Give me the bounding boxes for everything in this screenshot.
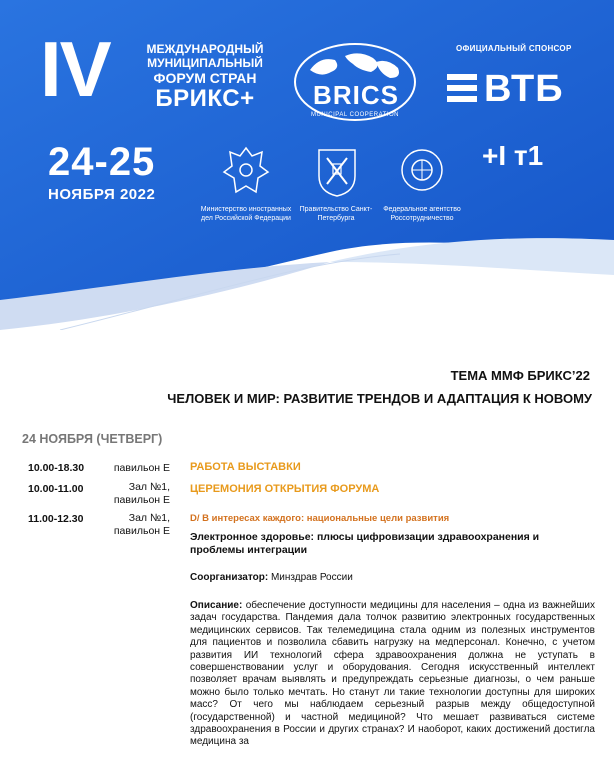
theme-title: ТЕМА ММФ БРИКС’22 [450, 368, 590, 383]
org-spb: Правительство Санкт-Петербурга [299, 206, 373, 222]
schedule-event: ЦЕРЕМОНИЯ ОТКРЫТИЯ ФОРУМА [190, 483, 380, 495]
russia-emblem-icon [222, 142, 270, 198]
brics-logo-sub: MUNICIPAL COOPERATION [310, 112, 400, 118]
coorg-value: Минздрав России [270, 572, 353, 583]
rossotrudnichestvo-icon [398, 142, 446, 198]
coorg-label: Соорганизатор: [190, 572, 269, 583]
forum-month: НОЯБРЯ 2022 [48, 186, 156, 203]
session-description [190, 600, 595, 749]
sponsor2-name: +I т1 [482, 140, 544, 171]
forum-line-2: МУНИЦИПАЛЬНЫЙ [147, 56, 263, 70]
schedule-time: 10.00-18.30 [28, 462, 85, 474]
vtb-logo-icon [447, 70, 477, 106]
spb-emblem-icon [313, 142, 361, 198]
org-rossotr: Федеральное агентство Россотрудничество [383, 206, 461, 222]
forum-line-1: МЕЖДУНАРОДНЫЙ [146, 42, 264, 56]
schedule-place: Зал №1, павильон Е [113, 481, 170, 506]
forum-dates: 24-25 [48, 140, 156, 184]
session-title: Электронное здоровье: плюсы цифровизации здравоохранения и проблемы интеграции [190, 531, 540, 556]
edition-number: IV [40, 25, 110, 113]
org-mfa: Министерство иностранных дел Российской Федерации [200, 206, 292, 222]
sponsor-label: ОФИЦИАЛЬНЫЙ СПОНСОР [456, 44, 572, 53]
forum-name [140, 42, 270, 112]
sponsor-name: ВТБ [484, 68, 564, 110]
schedule-time: 11.00-12.30 [28, 513, 84, 525]
desc-text: обеспечение доступности медицины для населения – одна из важнейших задач государства. Пандемия дала толчок развитию электронных государственных медицинских сервисов. Так телемедицина стала одним из полезных инструментов для пациентов и позволила сбавить нагрузку на медперсонал. Конечно, с учетом развития ИИ технологий сфера здравоохранения должна не уступать в совершенствовании услуг и оборудования. Сегодня искусственный интеллект позволяет врачам выявлять и предупреждать серьезные диагнозы, о чем раньше можно было только мечтать. Но станут ли такие технологии доступны для широких масс? От чего мы наблюдаем серьезный разрыв между общедоступной (государственной) и частной медициной? Что мешает развиваться системе здравоохранения в России и других странах? И наоборот, каких достижений достигла медицина за [190, 600, 595, 748]
forum-line-4: БРИКС+ [155, 85, 255, 112]
desc-label: Описание: [190, 600, 243, 611]
day-heading: 24 НОЯБРЯ (ЧЕТВЕРГ) [22, 432, 163, 446]
theme-subtitle: ЧЕЛОВЕК И МИР: РАЗВИТИЕ ТРЕНДОВ И АДАПТАЦИЯ К НОВОМУ [167, 391, 592, 406]
schedule-event: РАБОТА ВЫСТАВКИ [190, 461, 301, 473]
schedule-place: павильон Е [113, 462, 170, 474]
schedule-time: 10.00-11.00 [28, 483, 84, 495]
session-track: D/ В интересах каждого: национальные цели развития [190, 513, 450, 524]
brics-logo-text: BRICS [313, 80, 399, 110]
forum-line-3: ФОРУМ СТРАН [153, 70, 257, 86]
schedule-place: Зал №1, павильон Е [113, 512, 170, 537]
session-coorganizer [190, 572, 353, 583]
